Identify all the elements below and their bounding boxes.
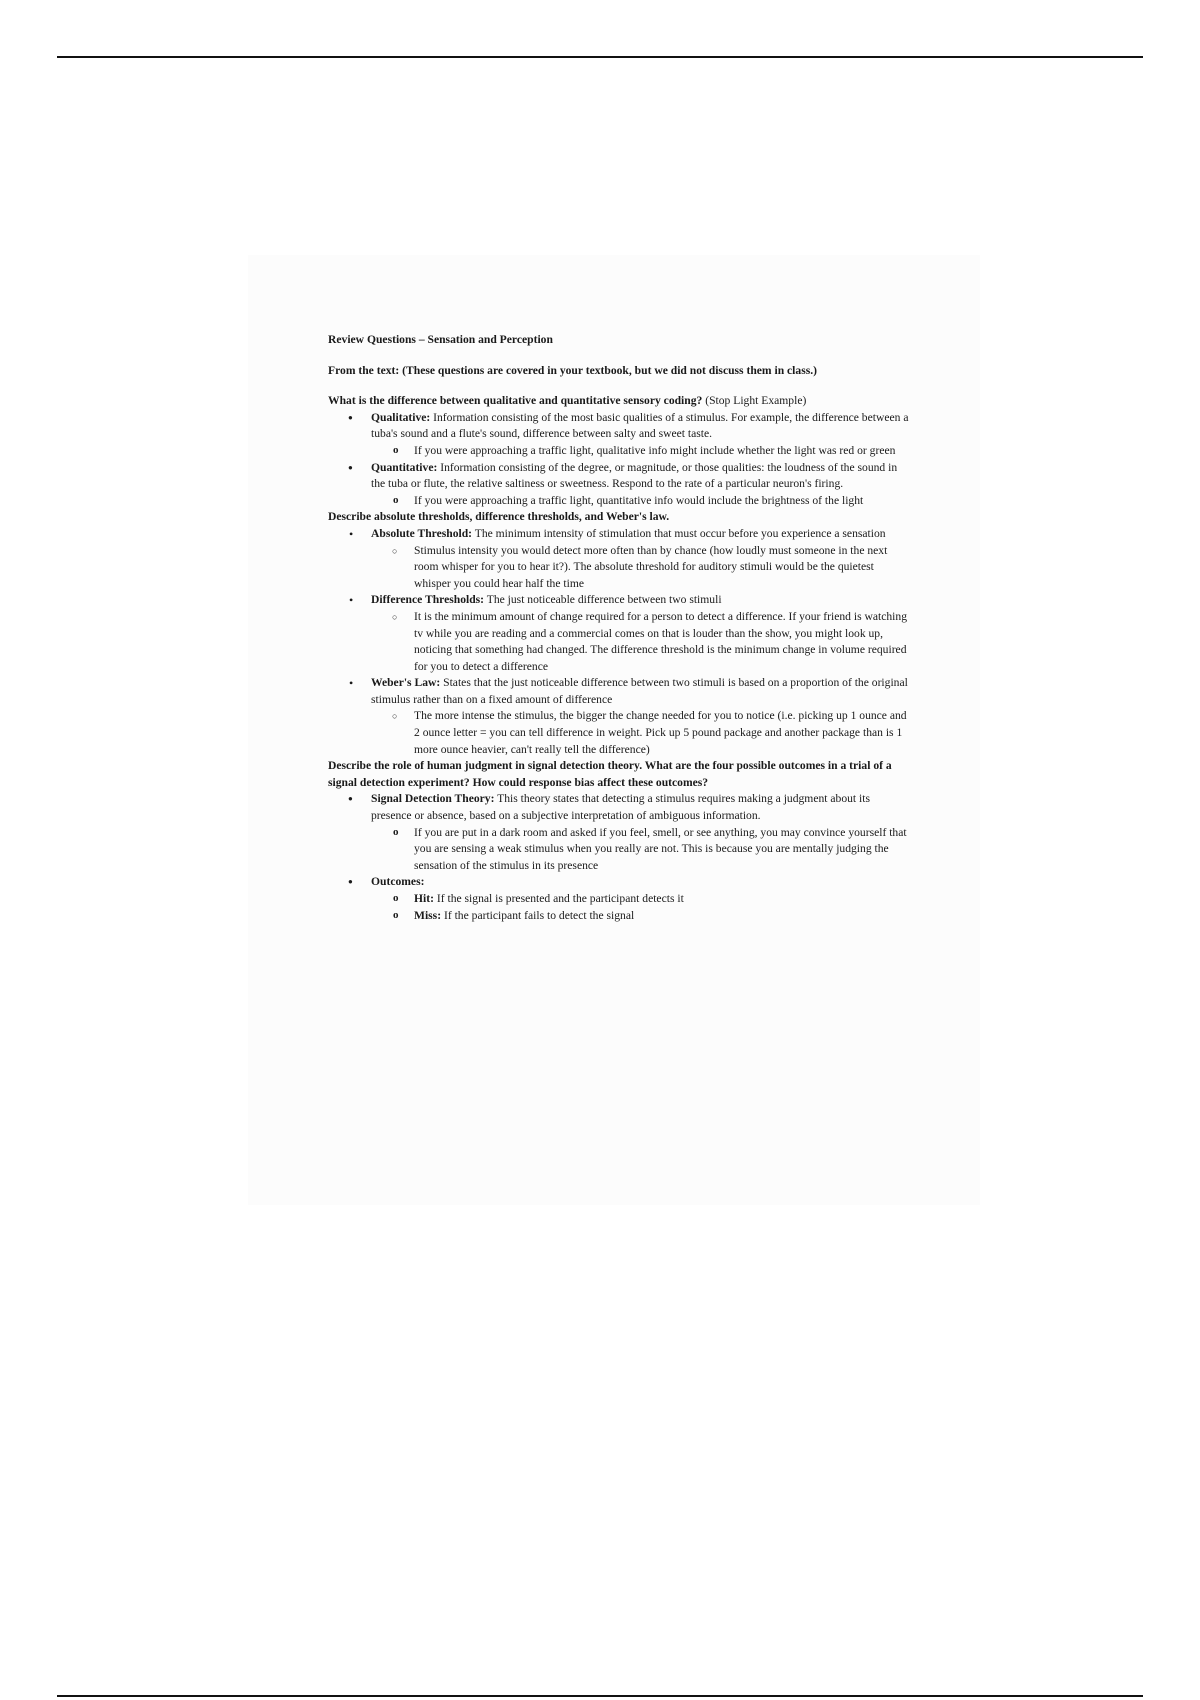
term-miss: Miss: bbox=[414, 908, 442, 922]
definition-difference-thresholds: The just noticeable difference between two stimuli bbox=[484, 593, 722, 607]
definition-webers-law: States that the just noticeable difference between two stimuli is based on a proportion of the original stimulus rather than on a fixed amount of difference bbox=[371, 676, 908, 706]
list-item bbox=[328, 592, 913, 675]
sub-list bbox=[371, 543, 913, 593]
document-title: Review Questions – Sensation and Perception bbox=[328, 333, 553, 346]
sub-list-item: ○ Stimulus intensity you would detect more often than by chance (how loudly must someone in the next room whisper for you to hear it?). The absolute threshold for auditory stimuli would be the quietest whisper you could hear half the time bbox=[371, 543, 913, 593]
bottom-rule bbox=[57, 1695, 1143, 1697]
question-3-list bbox=[328, 791, 913, 924]
definition-hit: If the signal is presented and the participant detects it bbox=[433, 892, 684, 905]
sub-list bbox=[371, 609, 913, 675]
question-2: Describe absolute thresholds, difference thresholds, and Weber's law. bbox=[328, 510, 670, 524]
document-content bbox=[328, 332, 913, 924]
term-qualitative: Qualitative: bbox=[371, 410, 431, 424]
list-item bbox=[328, 675, 913, 758]
list-item bbox=[328, 791, 913, 874]
sub-list-item: ○ It is the minimum amount of change required for a person to detect a difference. If your friend is watching tv while you are reading and a commercial comes on that is louder than the show, you might look up, noticing that something had changed. The difference threshold is the minimum change in volume required for you to detect a difference bbox=[371, 609, 913, 675]
definition-miss: If the participant fails to detect the signal bbox=[441, 908, 635, 922]
sub-list bbox=[371, 443, 913, 460]
sub-list-item: o If you were approaching a traffic light, quantitative info would include the brightness of the light bbox=[371, 493, 913, 510]
question-2-list bbox=[328, 526, 913, 758]
sub-list-item: o If you were approaching a traffic light, qualitative info might include whether the light was red or green bbox=[371, 443, 913, 460]
sub-list-item bbox=[371, 891, 913, 908]
definition-signal-detection-theory: This theory states that detecting a stimulus requires making a judgment about its presence or absence, based on a subjective interpretation of ambiguous information. bbox=[371, 792, 870, 823]
question-1-note: (Stop Light Example) bbox=[702, 394, 807, 408]
top-rule bbox=[57, 56, 1143, 58]
list-item bbox=[328, 874, 913, 924]
question-1-text: What is the difference between qualitative and quantitative sensory coding? bbox=[328, 394, 703, 408]
term-outcomes: Outcomes: bbox=[371, 875, 425, 889]
sub-list-item: ○ The more intense the stimulus, the bigger the change needed for you to notice (i.e. picking up 1 ounce and 2 ounce letter = you can tell difference in weight. Pick up 5 pound package and another package than is 1 more ounce heavier, can't really tell the difference) bbox=[371, 708, 913, 758]
definition-absolute-threshold: The minimum intensity of stimulation that must occur before you experience a sensation bbox=[472, 526, 886, 540]
term-difference-thresholds: Difference Thresholds: bbox=[371, 593, 485, 607]
list-item bbox=[328, 526, 913, 592]
sub-list-item bbox=[371, 908, 913, 925]
definition-quantitative: Information consisting of the degree, or magnitude, or those qualities: the loudness of the sound in the tuba or flute, the relative saltiness or sweetness. Respond to the rate of a particular neuron's firing. bbox=[371, 460, 898, 491]
question-1 bbox=[328, 393, 913, 410]
list-item bbox=[328, 410, 913, 460]
sub-list bbox=[371, 825, 913, 875]
question-3: Describe the role of human judgment in signal detection theory. What are the four possible outcomes in a trial of a signal detection experiment? How could response bias affect these outcomes? bbox=[328, 759, 892, 789]
term-quantitative: Quantitative: bbox=[371, 460, 438, 474]
sub-list bbox=[371, 493, 913, 510]
intro-text: From the text: (These questions are covered in your textbook, but we did not discuss them in class.) bbox=[328, 363, 817, 377]
term-signal-detection-theory: Signal Detection Theory: bbox=[371, 792, 495, 806]
sub-list-item: o If you are put in a dark room and asked if you feel, smell, or see anything, you may convince yourself that you are sensing a weak stimulus when you really are not. This is because you are mentally judging the sensation of the stimulus in its presence bbox=[371, 825, 913, 875]
question-1-list bbox=[328, 410, 913, 510]
list-item bbox=[328, 460, 913, 510]
term-absolute-threshold: Absolute Threshold: bbox=[371, 526, 473, 540]
term-webers-law: Weber's Law: bbox=[371, 676, 441, 690]
sub-list bbox=[371, 891, 913, 924]
term-hit: Hit: bbox=[414, 892, 434, 905]
sub-list bbox=[371, 708, 913, 758]
definition-qualitative: Information consisting of the most basic qualities of a stimulus. For example, the difference between a tuba's sound and a flute's sound, difference between salty and sweet taste. bbox=[371, 410, 909, 441]
